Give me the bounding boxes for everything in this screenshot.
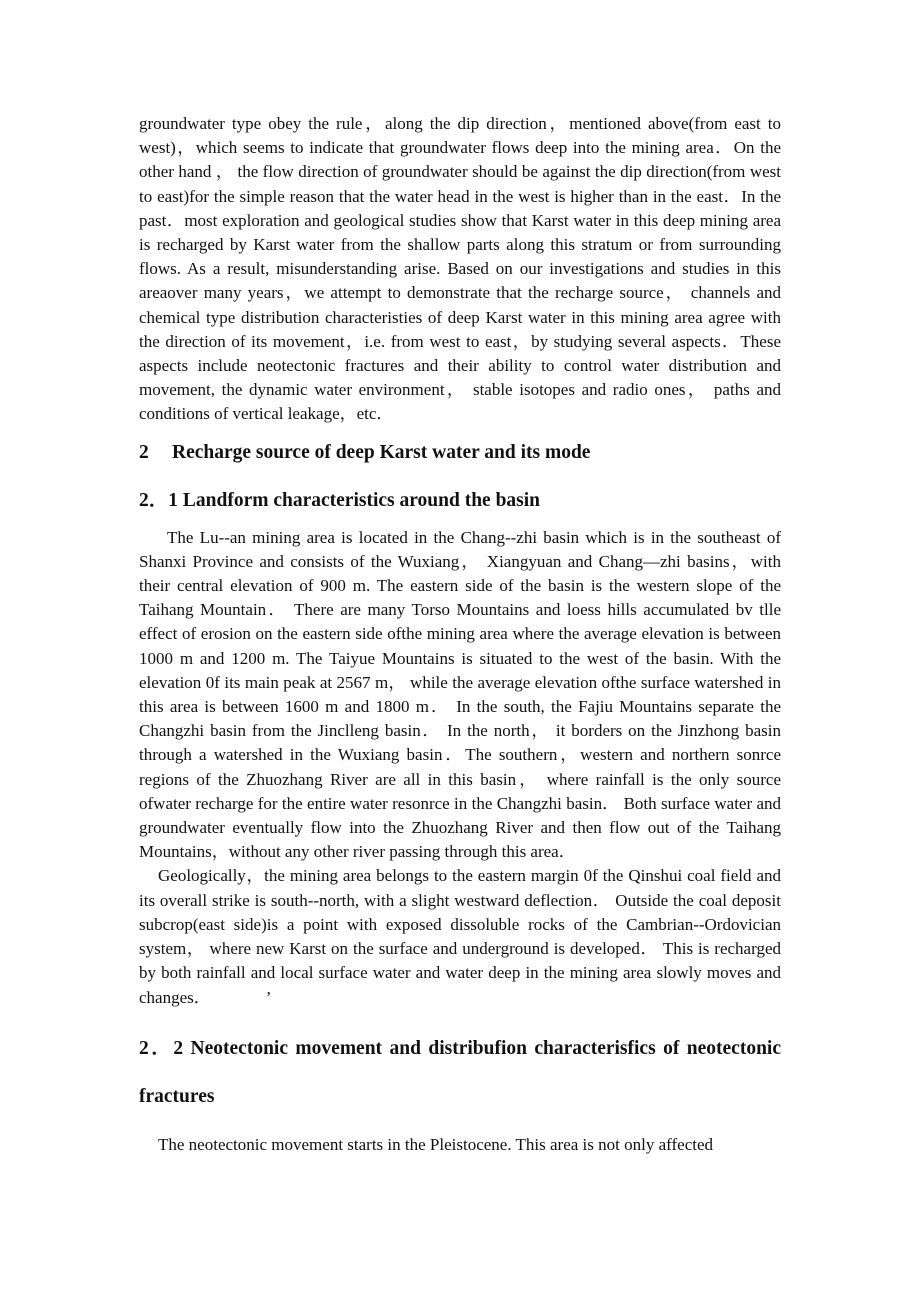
stray-mark: ’ [265, 987, 272, 1007]
geology-paragraph [139, 864, 781, 1009]
subsection-heading-2-1: 2．1 Landform characteristics around the basin [139, 489, 541, 511]
section-title: Recharge source of deep Karst water and its mode [172, 441, 591, 463]
document-page [139, 112, 781, 1157]
section-heading-2 [139, 441, 781, 465]
geology-text: Geologically，the mining area belongs to the eastern margin 0f the Qinshui coal field and its overall strike is south--north, with a slight westward deflection． Outside the coal deposit subcrop(east side)is a point with exposed dissoluble rocks of the Cambrian--Ordovician system， where new Karst on the surface and underground is developed． This is recharged by both rainfall and local surface water and water deep in the mining area slowly moves and changes． [139, 866, 781, 1007]
intro-paragraph: groundwater type obey the rule，along the dip direction，mentioned above(from east to west)，which seems to indicate that groundwater flows deep into the mining area．On the other hand ， the flow direction of groundwater should be against the dip direction(from west to east)for the simple reason that the water head in the west is higher than in the east．In the past．most exploration and geological studies show that Karst water in this deep mining area is recharged by Karst water from the shallow parts along this stratum or from surrounding flows. As a result, misunderstanding arise. Based on our investigations and studies in this areaover many years，we attempt to demonstrate that the recharge source， channels and chemical type distribution characteristies of deep Karst water in this mining area agree with the direction of its movement，i.e. from west to east，by studying several aspects．These aspects include neotectonic fractures and their ability to control water distribution and movement, the dynamic water environment， stable isotopes and radio ones， paths and conditions of vertical leakage，etc． [139, 114, 781, 424]
subsection-heading-2-2: 2．2 Neotectonic movement and distribufion characterisfics of neotectonic fractures [139, 1037, 781, 1107]
section-number: 2 [139, 441, 149, 463]
landform-paragraph: The Lu--an mining area is located in the Chang--zhi basin which is in the southeast of Shanxi Province and consists of the Wuxiang， Xiangyuan and Chang—zhi basins，with their central elevation of 900 m. The eastern side of the basin is the western slope of the Taihang Mountain． There are many Torso Mountains and loess hills accumulated bv tlle effect of erosion on the eastern side ofthe mining area where the average elevation is between 1000 m and 1200 m. The Taiyue Mountains is situated to the west of the basin. With the elevation 0f its main peak at 2567 m， while the average elevation ofthe surface watershed in this area is between 1600 m and 1800 m． In the south, the Fajiu Mountains separate the Changzhi basin from the Jinclleng basin． In the north， it borders on the Jinzhong basin through a watershed in the Wuxiang basin．The southern，western and northern sonrce regions of the Zhuozhang River are all in this basin， where rainfall is the only source ofwater recharge for the entire water resonrce in the Changzhi basin． Both surface water and groundwater eventually flow into the Zhuozhang River and then flow out of the Taihang Mountains，without any other river passing through this area． [139, 527, 781, 862]
neotectonic-paragraph: The neotectonic movement starts in the Pleistocene. This area is not only affected [158, 1134, 714, 1154]
